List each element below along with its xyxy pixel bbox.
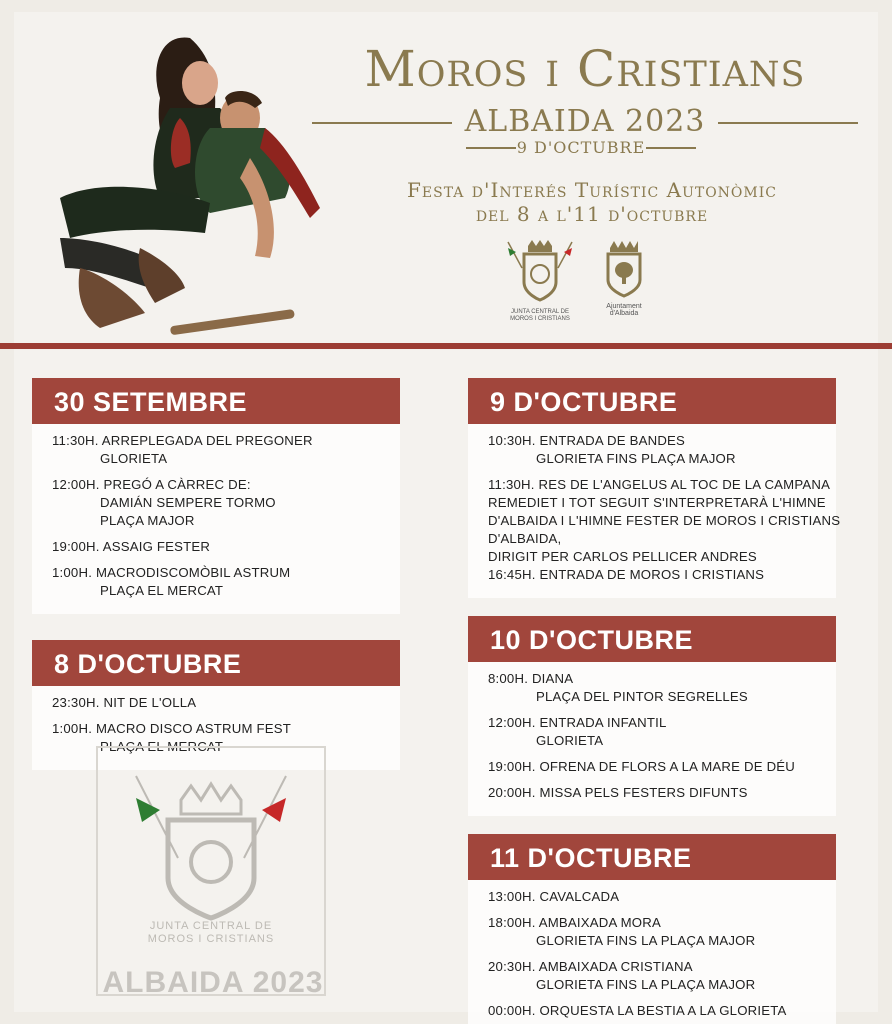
event-title: ARREPLEGADA DEL PREGONER (101, 433, 313, 448)
event-item (488, 758, 836, 776)
junta-caption-2: MOROS I CRISTIANS (510, 316, 570, 322)
page-title: Moros i Cristians (364, 40, 806, 98)
event-time: 13:00H. (488, 889, 536, 904)
event-location: GLORIETA FINS LA PLAÇA MAJOR (536, 933, 756, 948)
event-time-line (52, 564, 400, 582)
event-item (488, 476, 841, 566)
ajuntament-caption-1: Ajuntament (606, 303, 642, 310)
event-time: 1:00H. (52, 721, 93, 736)
event-time: 8:00H. (488, 671, 529, 686)
watermark-crest-icon (98, 758, 324, 928)
day-block (32, 378, 402, 614)
event-item (488, 784, 836, 802)
event-time: 19:00H. (52, 539, 100, 554)
event-time: 11:30H. (52, 433, 99, 448)
event-time: 20:30H. (488, 959, 536, 974)
event-time-line (488, 432, 836, 450)
event-title: CAVALCADA (539, 889, 620, 904)
event-item (52, 476, 400, 530)
event-title: PREGÓ A CÀRREC DE: (103, 477, 251, 492)
event-detail-line: REMEDIET I TOT SEGUIT S'INTERPRETARÀ L'HIMNE (488, 495, 826, 510)
event-time-line (52, 538, 400, 556)
event-detail-line: DIRIGIT PER CARLOS PELLICER ANDRES (488, 549, 757, 564)
day-header: 11 D'OCTUBRE (468, 834, 836, 880)
poster-header (0, 0, 892, 340)
festa-declaration (312, 178, 872, 226)
event-time-line (488, 958, 836, 976)
festa-line-1: Festa d'Interés Turístic Autonòmic (407, 178, 777, 202)
ajuntament-caption-2: d'Albaida (609, 310, 639, 317)
event-location: PLAÇA MAJOR (100, 513, 195, 528)
event-title: OFRENA DE FLORS A LA MARE DE DÉU (539, 759, 796, 774)
junta-crest-icon (502, 238, 578, 304)
event-item (52, 538, 400, 556)
watermark-caption (96, 920, 326, 946)
event-location: GLORIETA FINS LA PLAÇA MAJOR (536, 977, 756, 992)
watermark-caption-2: MOROS I CRISTIANS (147, 933, 275, 945)
event-time-line (488, 476, 836, 494)
event-time: 23:30H. (52, 695, 100, 710)
event-time: 11:30H. (488, 477, 535, 492)
events-list (468, 424, 841, 598)
subtitle-row (312, 104, 858, 138)
event-title: MISSA PELS FESTERS DIFUNTS (539, 785, 748, 800)
event-item (488, 914, 836, 950)
event-item (52, 432, 400, 468)
day-header: 30 SETEMBRE (32, 378, 400, 424)
event-location: DAMIÁN SEMPERE TORMO (100, 495, 276, 510)
event-time-line (488, 566, 836, 584)
events-list (32, 424, 400, 614)
event-location: PLAÇA EL MERCAT (100, 583, 224, 598)
event-time-line (488, 714, 836, 732)
event-time: 10:30H. (488, 433, 536, 448)
event-location: PLAÇA EL MERCAT (100, 739, 224, 754)
event-title: NIT DE L'OLLA (103, 695, 197, 710)
event-item (488, 888, 836, 906)
ajuntament-logo (596, 238, 652, 334)
ajuntament-crest-icon (604, 238, 644, 298)
knights-illustration (40, 28, 330, 338)
event-location: GLORIETA FINS PLAÇA MAJOR (536, 451, 736, 466)
header-divider (0, 343, 892, 349)
event-detail-line: D'ALBAIDA, (488, 531, 562, 546)
event-title: AMBAIXADA MORA (538, 915, 661, 930)
event-title: ORQUESTA LA BESTIA A LA GLORIETA (539, 1003, 787, 1018)
event-time: 20:00H. (488, 785, 536, 800)
event-title: AMBAIXADA CRISTIANA (538, 959, 693, 974)
event-title: MACRO DISCO ASTRUM FEST (95, 721, 292, 736)
day-block (468, 616, 838, 816)
event-title: ENTRADA DE BANDES (539, 433, 686, 448)
event-time-line (52, 694, 400, 712)
event-item (488, 714, 836, 750)
event-time-line (488, 784, 836, 802)
day-header: 9 D'OCTUBRE (468, 378, 836, 424)
event-item (488, 432, 836, 468)
watermark-frame (96, 746, 326, 996)
day-block (468, 378, 841, 598)
event-time: 00:00H. (488, 1003, 536, 1018)
event-item (488, 958, 836, 994)
watermark-caption-1: JUNTA CENTRAL DE (149, 920, 273, 932)
event-title: ENTRADA DE MOROS I CRISTIANS (539, 567, 765, 582)
event-time-line (488, 670, 836, 688)
event-time: 18:00H. (488, 915, 536, 930)
event-time: 12:00H. (488, 715, 536, 730)
event-time-line (488, 758, 836, 776)
subtitle: ALBAIDA 2023 (464, 104, 706, 139)
day-block (468, 834, 838, 1024)
event-date: 9 D'OCTUBRE (516, 138, 646, 157)
junta-caption-1: JUNTA CENTRAL DE (510, 309, 569, 315)
event-location: GLORIETA (100, 451, 168, 466)
event-title: DIANA (531, 671, 574, 686)
event-time: 1:00H. (52, 565, 93, 580)
event-time-line (488, 914, 836, 932)
event-time-line (52, 432, 400, 450)
day-header: 8 D'OCTUBRE (32, 640, 400, 686)
events-list (468, 662, 836, 816)
event-item (488, 1002, 836, 1020)
event-time-line (488, 888, 836, 906)
event-location: GLORIETA (536, 733, 604, 748)
watermark-year: ALBAIDA 2023 (102, 966, 324, 999)
festa-line-2: del 8 a l'11 d'octubre (475, 202, 709, 226)
event-time: 12:00H. (52, 477, 100, 492)
junta-central-logo (502, 238, 578, 334)
event-time-line (488, 1002, 836, 1020)
event-location: PLAÇA DEL PINTOR SEGRELLES (536, 689, 748, 704)
event-time: 16:45H. (488, 567, 536, 582)
event-title: RES DE L'ANGELUS AL TOC DE LA CAMPANA (538, 477, 831, 492)
day-header: 10 D'OCTUBRE (468, 616, 836, 662)
event-title: ASSAIG FESTER (102, 539, 211, 554)
event-title: MACRODISCOMÒBIL ASTRUM (95, 565, 291, 580)
schedule-right-column (468, 378, 841, 1024)
event-item (488, 670, 836, 706)
event-item (52, 564, 400, 600)
event-item (52, 694, 400, 712)
event-time-line (52, 720, 400, 738)
date-row (466, 138, 696, 158)
event-title: ENTRADA INFANTIL (539, 715, 667, 730)
event-time: 19:00H. (488, 759, 536, 774)
schedule-left-column (32, 378, 402, 770)
event-time-line (52, 476, 400, 494)
event-item (488, 566, 836, 584)
events-list (468, 880, 836, 1024)
event-detail-line: D'ALBAIDA I L'HIMNE FESTER DE MOROS I CRISTIANS (488, 513, 841, 528)
